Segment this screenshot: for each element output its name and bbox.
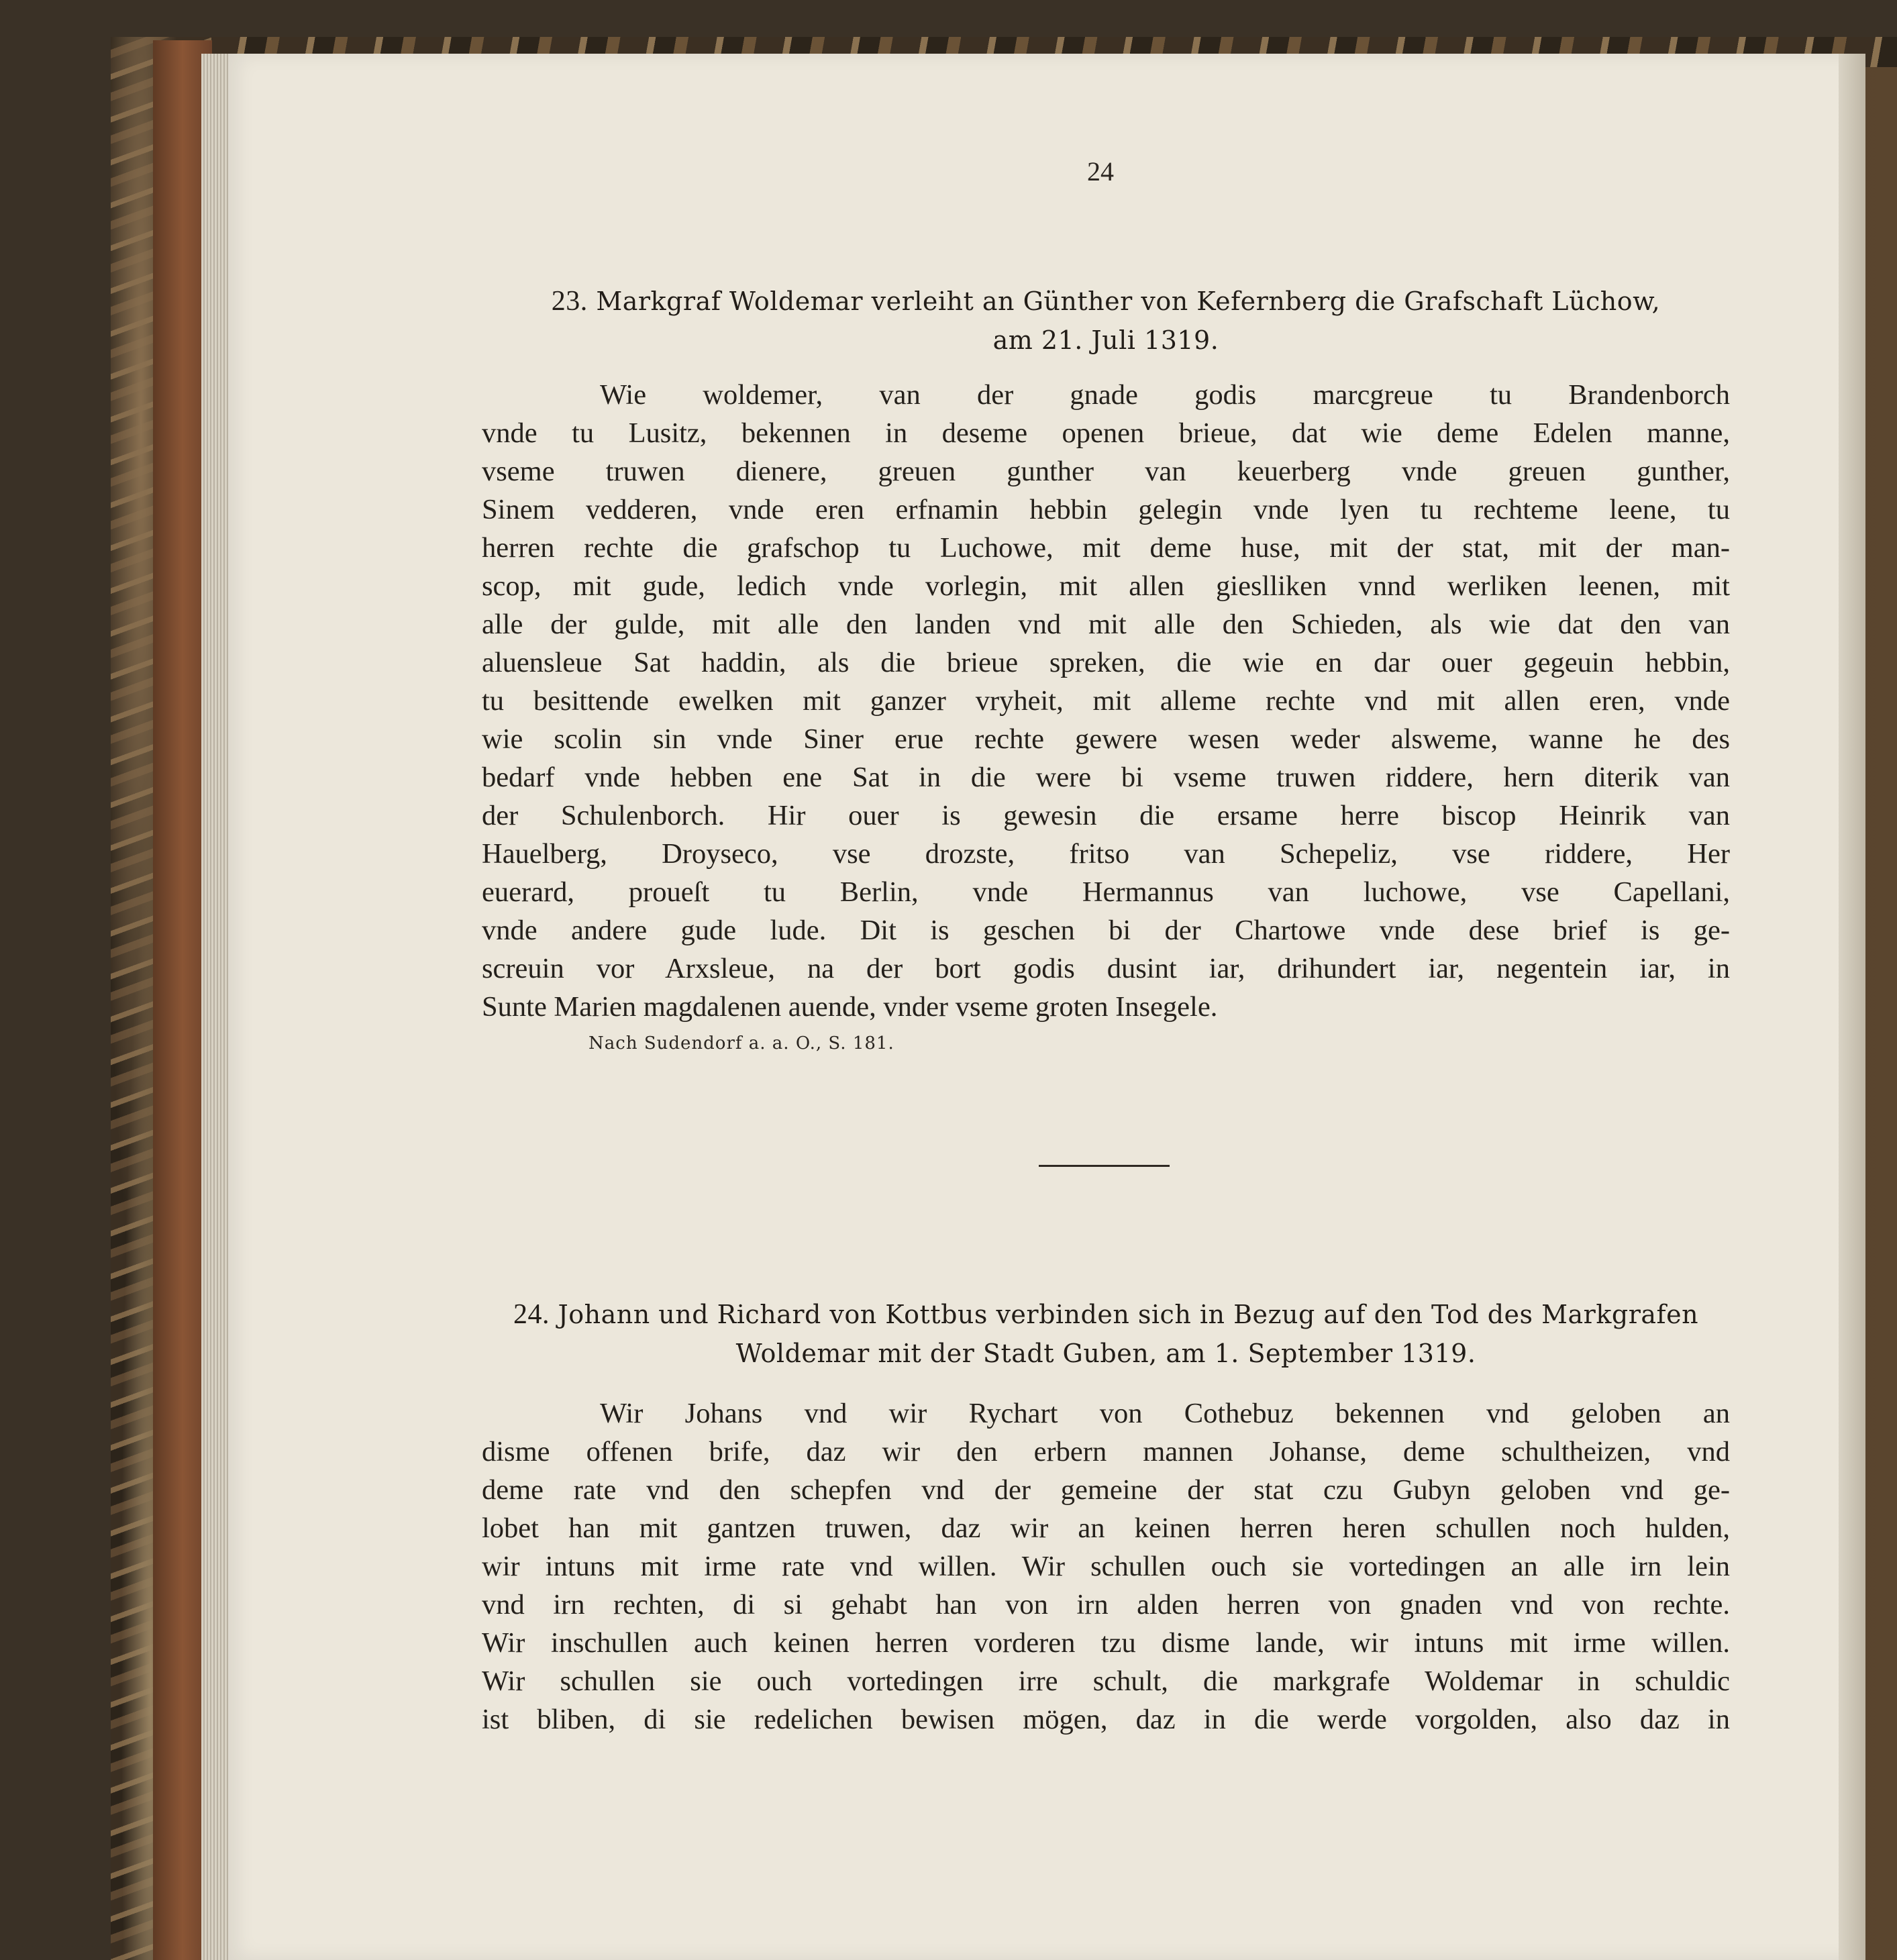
body-line: aluensleue Sat haddin, als die brieue spreken, die wie en dar ouer gegeuin hebbin, xyxy=(482,647,1730,678)
body-line: Sinem vedderen, vnde eren erfnamin hebbin gelegin vnde lyen tu rechteme leene, tu xyxy=(482,494,1730,525)
body-line: vnd irn rechten, di si gehabt han von irn alden herren von gnaden vnd von rechte. xyxy=(482,1589,1730,1620)
heading-line-1 xyxy=(482,1295,1730,1334)
document-heading xyxy=(482,1295,1730,1373)
body-line: lobet han mit gantzen truwen, daz wir an keinen herren heren schullen noch hulden, xyxy=(482,1512,1730,1544)
document-body xyxy=(482,376,1730,1026)
body-line: wir intuns mit irme rate vnd willen. Wir schullen ouch sie vortedingen an alle irn lein xyxy=(482,1551,1730,1582)
body-line: Sunte Marien magdalenen auende, vnder vseme groten Insegele. xyxy=(482,991,1218,1023)
page-number: 24 xyxy=(1087,156,1114,187)
heading-text: Markgraf Woldemar verleiht an Günther von Kefernberg die Grafschaft Lüchow, xyxy=(596,287,1661,316)
body-line: Wir inschullen auch keinen herren vorderen tzu disme lande, wir intuns mit irme willen. xyxy=(482,1627,1730,1659)
heading-number: 23. xyxy=(551,286,588,317)
body-line: deme rate vnd den schepfen vnd der gemeine der stat czu Gubyn geloben vnd ge- xyxy=(482,1474,1730,1506)
body-line: screuin vor Arxsleue, na der bort godis dusint iar, drihundert iar, negentein iar, in xyxy=(482,953,1730,984)
body-line: euerard, proueſt tu Berlin, vnde Hermannus van luchowe, vse Capellani, xyxy=(482,876,1730,908)
body-line: scop, mit gude, ledich vnde vorlegin, mit allen gieslliken vnnd werliken leenen, mit xyxy=(482,570,1730,602)
body-line: vnde andere gude lude. Dit is geschen bi der Chartowe vnde dese brief is ge- xyxy=(482,915,1730,946)
body-line: Wir schullen sie ouch vortedingen irre schult, die markgrafe Woldemar in schuldic xyxy=(482,1665,1730,1697)
body-line: Wie woldemer, van der gnade godis marcgreue tu Brandenborch xyxy=(600,379,1730,411)
heading-line-1 xyxy=(482,282,1730,321)
heading-line-2: Woldemar mit der Stadt Guben, am 1. September 1319. xyxy=(735,1339,1476,1368)
section-divider xyxy=(1039,1165,1170,1167)
heading-number: 24. xyxy=(513,1299,550,1330)
body-line: herren rechte die grafschop tu Luchowe, mit deme huse, mit der stat, mit der man- xyxy=(482,532,1730,564)
body-line: Hauelberg, Droyseco, vse drozste, fritso van Schepeliz, vse riddere, Her xyxy=(482,838,1730,870)
page-right-edge xyxy=(1839,54,1865,1960)
body-line: bedarf vnde hebben ene Sat in die were bi vseme truwen riddere, hern diterik van xyxy=(482,762,1730,793)
body-line: alle der gulde, mit alle den landen vnd mit alle den Schieden, als wie dat den van xyxy=(482,609,1730,640)
heading-line-2: am 21. Juli 1319. xyxy=(992,325,1219,355)
source-citation: Nach Sudendorf a. a. O., S. 181. xyxy=(588,1033,894,1053)
body-line: tu besittende ewelken mit ganzer vryheit, mit alleme rechte vnd mit allen eren, vnde xyxy=(482,685,1730,717)
heading-text: Johann und Richard von Kottbus verbinden sich in Bezug auf den Tod des Markgrafen xyxy=(558,1300,1699,1329)
body-line: disme offenen brife, daz wir den erbern mannen Johanse, deme schultheizen, vnd xyxy=(482,1436,1730,1467)
body-line: Wir Johans vnd wir Rychart von Cothebuz bekennen vnd geloben an xyxy=(600,1398,1730,1429)
document-heading xyxy=(482,282,1730,360)
body-line: wie scolin sin vnde Siner erue rechte gewere wesen weder alsweme, wanne he des xyxy=(482,723,1730,755)
body-line: der Schulenborch. Hir ouer is gewesin die ersame herre biscop Heinrik van xyxy=(482,800,1730,831)
body-line: ist bliben, di sie redelichen bewisen mögen, daz in die werde vorgolden, also daz in xyxy=(482,1704,1730,1735)
document-body xyxy=(482,1394,1730,1739)
body-line: vnde tu Lusitz, bekennen in deseme openen brieue, dat wie deme Edelen manne, xyxy=(482,417,1730,449)
body-line: vseme truwen dienere, greuen gunther van keuerberg vnde greuen gunther, xyxy=(482,456,1730,487)
